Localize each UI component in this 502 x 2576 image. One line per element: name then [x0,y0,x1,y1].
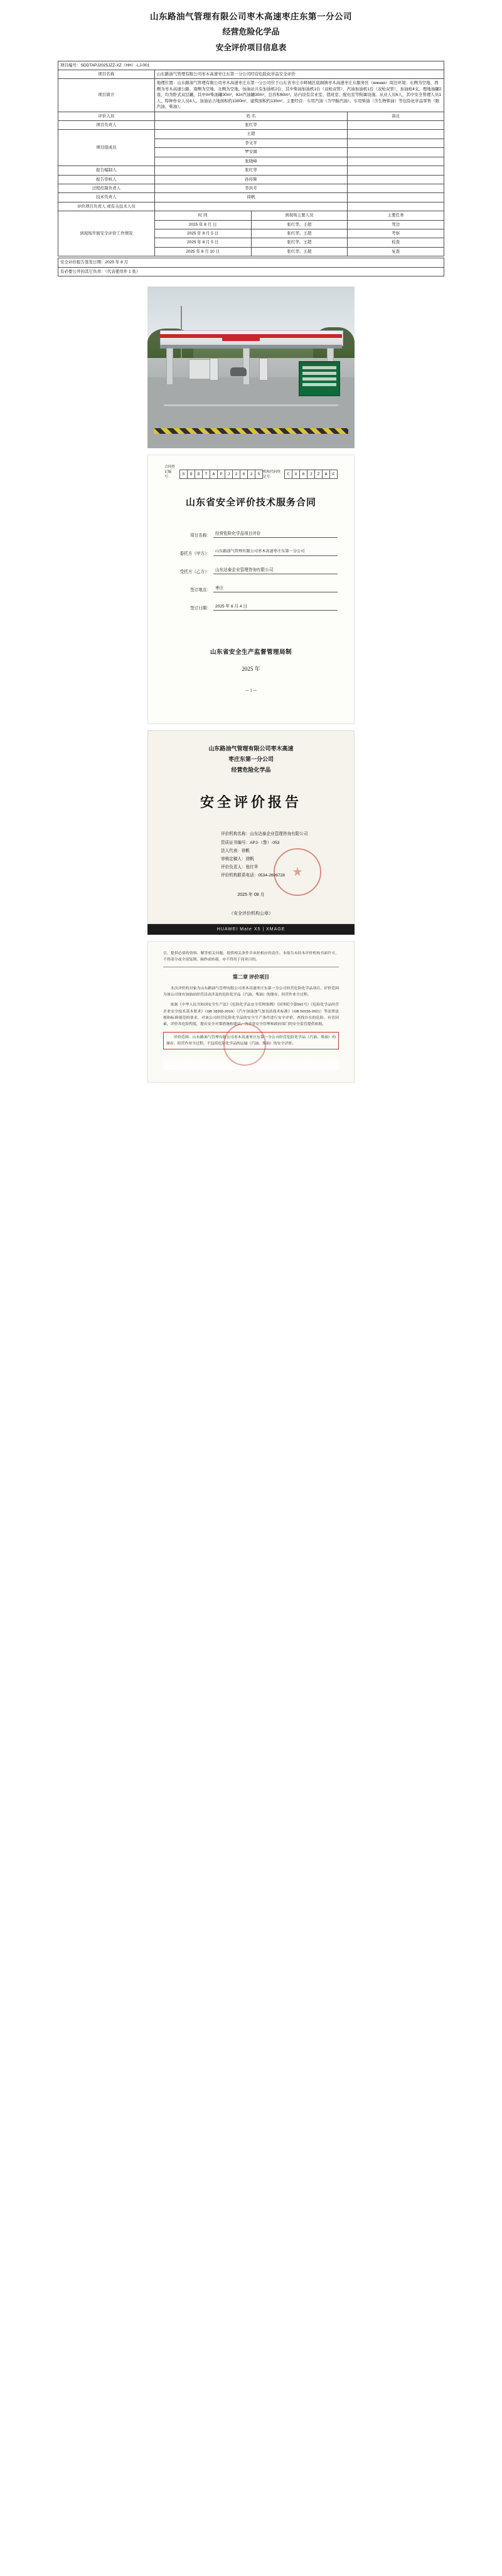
photo-banner [222,335,260,341]
site-head-time: 时 间 [154,211,251,220]
member-note-4 [348,157,444,166]
report-auditor-note [348,175,444,184]
member-note-3 [348,148,444,157]
site-task-0: 驾边 [348,220,444,229]
table-row [58,166,444,175]
photo-green-signboard [299,361,340,396]
cover-field-value: 山东达泰企业管理咨询有限公司 [250,832,308,837]
contract-field-place [164,584,338,592]
site-task-2: 检查 [348,238,444,247]
cover-title: 安全评价报告 [200,794,302,811]
photo-pillar-1 [166,348,173,385]
contract-year: 2025 年 [242,666,260,673]
signboard-line-4 [302,383,336,386]
header-line-1: 山东路油气管理有限公司枣木高速枣庄东第一分公司 [150,12,352,21]
header-line-3: 安全评价项目信息表 [215,43,287,52]
project-name-value: 山东路油气管理有限公司枣木高速枣庄东第一分公司经营危险化学品安全评价 [154,70,444,79]
site-visit-label: 到现场开展安全评价工作情况 [58,211,155,256]
signboard-line-2 [302,372,336,375]
table-row [58,79,444,112]
contract-field-value: 山东达泰企业管理咨询有限公司 [213,566,338,574]
signboard-line-1 [302,366,336,369]
table-row [58,193,444,202]
code-cell: J [307,470,315,479]
photo-fuel-dispenser-1 [210,358,218,381]
cover-field-label: 审核定稿人： [221,857,246,862]
member-name-1: 王超 [154,130,348,139]
table-row [58,258,444,267]
code-cell: J [225,470,233,479]
contract-field-party-a [164,548,338,556]
cover-field-value: 徐帆 [241,848,250,853]
process-owner-label: 过程控制负责人 [58,184,155,192]
table-row [58,202,444,211]
cover-org-line-2: 枣庄东第一分公司 [228,756,274,763]
code-cell: S [179,470,188,479]
member-head-note: 备注 [348,112,444,120]
site-photo [147,287,355,448]
code-cell: P [217,470,225,479]
site-persons-3: 张红华、王超 [251,247,348,256]
table-footnotes [58,258,444,276]
contract-field-label: 项目名称： [190,534,211,539]
photo-hazard-curb [154,428,348,434]
body-top-note: 引，提供必要的资料、解答相关问题、提供相关条件并承担相应的责任。本报告未经本评价机构书面许可，不得部分或全部复制、摘抄或转载，亦不得用于商业目的。 [163,951,339,962]
table-row [58,211,444,220]
code-cell: C [284,470,292,479]
table-row [58,184,444,192]
member-head-name: 姓 名 [154,112,348,120]
info-table-wrap [0,58,502,283]
site-time-1: 2025 年 8 月 5 日 [154,229,251,238]
cover-field-value: 0534-2606728 [258,873,285,878]
report-writer-value: 张红华 [154,166,348,175]
photo-vehicle [230,367,247,376]
contract-field-date [164,602,338,611]
body-section-title: 第二章 评价项目 [233,974,269,980]
cover-field-value: 张红华 [245,865,259,870]
report-auditor-label: 报告审核人 [58,175,155,184]
process-owner-note [348,184,444,192]
contract-field-label: 委托方（甲方）： [179,552,211,557]
contract-field-label: 受托方（乙方）： [179,570,211,575]
code-cell: F [329,470,338,479]
project-code-label: 项目编号： [60,63,81,68]
site-time-2: 2025 年 8 月 5 日 [154,238,251,247]
evaluator-label: 评价项目负责人 或有关技术人员 [58,202,155,211]
member-note-1 [348,130,444,139]
cover-date: 2025 年 08 月 [237,892,265,897]
contract-issuer: 山东省安全生产监督管理局制 [210,649,292,656]
project-name-label: 项目名称 [58,70,155,79]
code-cell: 2 [247,470,255,479]
contract-code-label: 合同登记编号： [164,465,175,480]
report-cover-page [147,730,355,924]
cover-field-label: 评价负责人： [221,865,246,870]
contract-field-party-b [164,566,338,574]
contract-page-number: — 1 — [245,689,257,693]
table-row [58,175,444,184]
member-name-4: 张晓峰 [154,157,348,166]
tech-owner-note [348,193,444,202]
member-head-role: 评价人员 [58,112,155,120]
member-name-3: 罗安圆 [154,148,348,157]
contract-page [147,455,355,724]
project-summary-value: 地理位置：山东路油气管理有限公司枣木高速枣庄东第一分公司位于山东省枣庄市峄城区底阁镇枣木高速枣庄东服务区（южная）周边环境：东侧为空地、西侧为枣木高速公路、南侧为空地、北侧为空地。加油站共有加油机2台，其中柴油加油机1台（双枪双管）、汽油加油机1台（双枪双管），加油枪4支。埋地油罐2座，均为卧式双层罐，其中0#柴油罐30m³，92#汽油罐30m³，总容积60m³。站内设有营业室、值班室、配电室等附属设施。从业人员6人，其中安全管理人员1人、特种作业人员4人。加油站占地面积约1300m²，建筑面积约130m²。主要经营：车用汽油（含甲醇汽油）、车用柴油（含生物柴油）等危险化学品零售（限汽油、柴油）。 [154,79,444,112]
site-task-3: 复查 [348,247,444,256]
table-row [58,121,444,130]
report-body-page [147,941,355,1083]
contract-title: 山东省安全评价技术服务合同 [185,498,316,508]
contract-field-value: 枣庄 [213,584,338,592]
code-cell: 5 [255,470,263,479]
member-note-2 [348,139,444,147]
body-paragraph-2: 依据《中华人民共和国安全生产法》《危险化学品安全管理条例》（国务院令第591号）《危险化学品经营企业安全技术基本要求》（GB 18265-2019）《汽车加油加气加氢站技术标准》（GB 50156-2021）等法律法规和标准规范的要求，对该公司经营危险化学品的安全生产条件进行安全评价，查找存在的危险、有害因素，评价其危险程度，提出安全对策措施和建议，为企业安全管理和政府部门的安全监管提供依据。 [163,1003,339,1027]
header-line-2: 经营危险化学品 [222,26,280,36]
site-task-1: 考察 [348,229,444,238]
contract-field-value: 山东路油气管理有限公司枣木高速枣庄东第一分公司 [213,548,338,556]
cover-field-label: 资质证书编号： [221,840,250,845]
code-cell: 0 [240,470,248,479]
cover-org-line-3: 经营危险化学品 [231,767,271,774]
report-auditor-value: 孙传辉 [154,175,348,184]
cover-org-line-1: 山东路油气管理有限公司枣木高速 [208,745,294,752]
attachment-note: 有必要公开的其它负责：（代表使用件 1 张） [58,267,444,276]
tech-owner-label: 技术负责人 [58,193,155,202]
code-cell: A [322,470,330,479]
process-owner-value: 李洪芳 [154,184,348,192]
code-cell: T [202,470,210,479]
contract-registration-code [164,464,263,479]
site-persons-2: 张红华、王超 [251,238,348,247]
red-seal-stamp-secondary [223,1023,266,1066]
document-header [0,0,502,58]
code-cell: U [292,470,300,479]
code-cell: D [195,470,203,479]
site-head-task: 主要任务 [348,211,444,220]
evaluator-value [154,202,348,211]
site-persons-0: 张红华、王超 [251,220,348,229]
code-cell: 2 [232,470,240,479]
contract-code-cells [180,470,263,479]
member-role-1: 项目组成员 [58,130,155,166]
contract-field-project [164,530,338,538]
photo-canopy-underside [160,345,342,349]
photo-lane-marking [164,404,338,406]
member-name-0: 张红华 [154,121,348,130]
contract-code-row [164,464,338,479]
camera-watermark: HUAWEI Mate X5 | XMAGE [147,924,355,935]
red-seal-stamp [274,848,321,896]
cover-field-label: 评价机构联系电话： [221,873,259,878]
cover-field-value: 徐帆 [245,857,254,862]
code-cell: D [187,470,195,479]
code-cell: 6 [299,470,307,479]
table-row [58,70,444,79]
contract-field-value: 经营危险化学品项目评价 [213,530,338,538]
project-summary-label: 项目简介 [58,79,155,112]
member-role-0: 项目负责人 [58,121,155,130]
photo-fuel-dispenser-2 [259,358,268,381]
body-paragraph-1: 本次评价的对象为山东路油气管理有限公司枣木高速枣庄东第一分公司经营危险化学品项目，评价范围为该公司现有加油站经营活动涉及的危险化学品（汽油、柴油）的储存、经营作业全过程。 [163,986,339,997]
agency-code [263,464,338,479]
signboard-line-3 [302,377,336,381]
agency-code-cells [285,470,338,479]
report-writer-note [348,166,444,175]
member-name-2: 李文平 [154,139,348,147]
project-code-value: SDDTAPJ2025JZZ-XZ（HH）-LJ-001 [80,63,150,68]
member-note-0 [348,121,444,130]
cover-field-license [221,839,335,847]
project-info-table [58,61,444,257]
cover-field-label: 法人代表： [221,848,242,853]
site-time-3: 2025 年 8 月 10 日 [154,247,251,256]
code-cell: Z [314,470,323,479]
sign-date-note: 安全评价报告签发日期：2025 年 8 月 [58,258,444,267]
evaluator-note [348,202,444,211]
cover-field-value: APJ-（鲁）-053 [250,840,280,845]
code-cell: A [210,470,218,479]
contract-field-label: 签订地点： [190,588,211,593]
cover-field-label: 评价机构名称： [221,832,250,837]
site-time-0: 2025 年 8 月 日 [154,220,251,229]
site-head-persons: 到现场主要人员 [251,211,348,220]
document-page [0,0,502,1083]
contract-field-value: 2025 年 8 月 4 日 [213,602,338,611]
cover-field-legal-rep [221,847,335,855]
tech-owner-value: 徐帆 [154,193,348,202]
table-row [58,112,444,120]
table-row [58,61,444,70]
agency-code-label: 机构代码登记号： [263,470,280,480]
cover-field-agency [221,830,335,838]
report-writer-label: 报告编制人 [58,166,155,175]
project-code-cell [58,61,444,70]
site-persons-1: 张红华、王超 [251,229,348,238]
table-row [58,267,444,276]
body-highlight-text: 评价范围：山东路油气管理有限公司枣木高速枣庄东第一分公司经营危险化学品（汽油、柴油）的储存、经营作业全过程，不包括危险化学品的运输（汽油、柴油）的安全评价。 [166,1035,336,1046]
photo-pillar-2 [243,348,250,385]
table-row [58,130,444,139]
cover-seal-note: （安全评价机构公章） [229,912,273,917]
contract-field-label: 签订日期： [190,606,211,611]
